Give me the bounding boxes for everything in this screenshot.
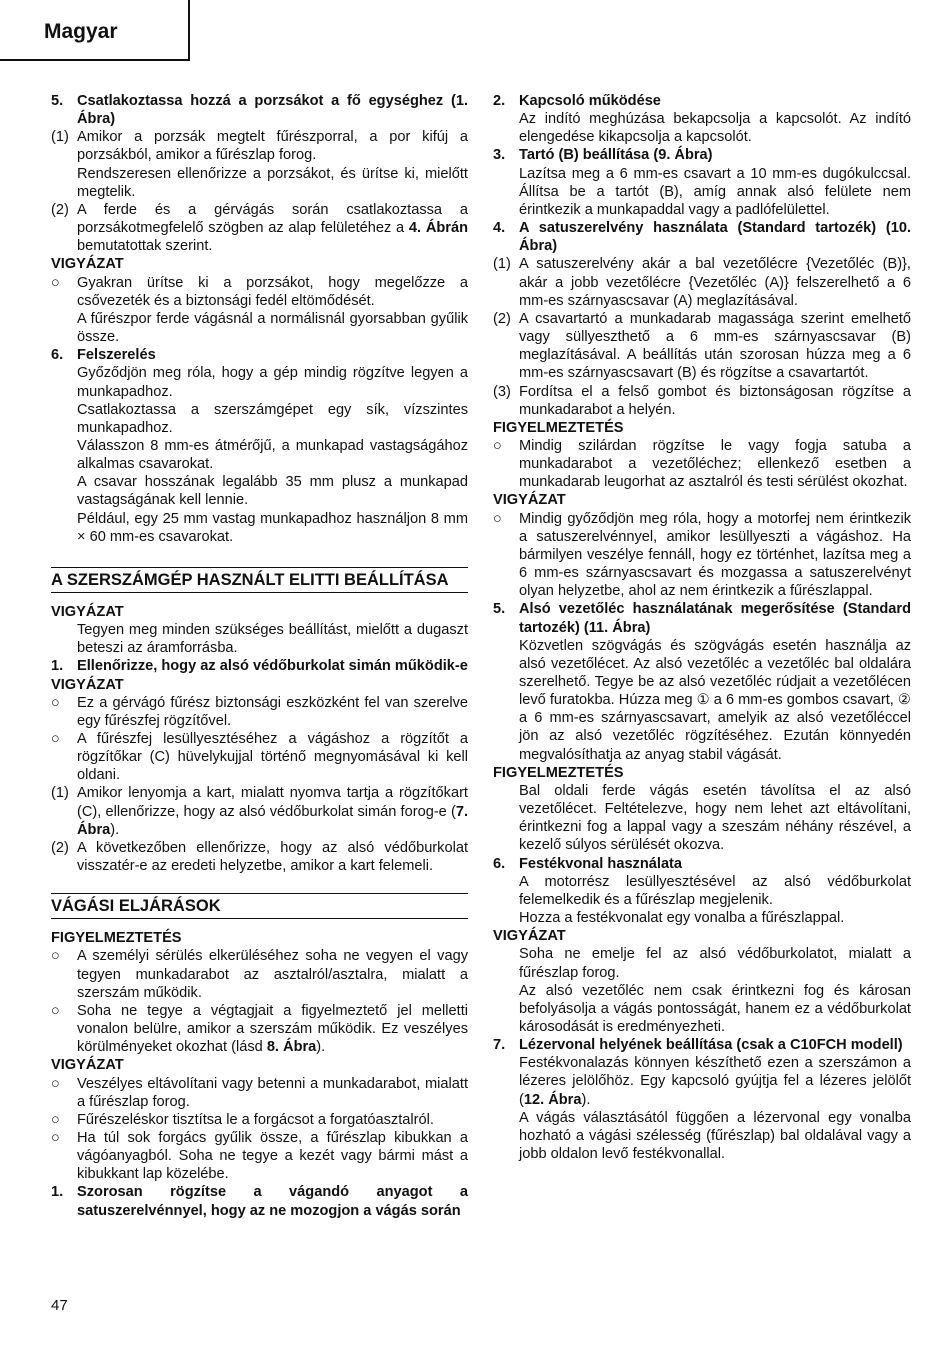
- list-item: ○ Ez a gérvágó fűrész biztonsági eszközként fel van szerelve egy fűrészfej rögzítővel.: [51, 694, 468, 729]
- circled-number-1: ①: [696, 692, 710, 709]
- bullet-icon: ○: [51, 1111, 60, 1128]
- list-item: 4. A satuszerelvény használata (Standard tartozék) (10. Ábra): [493, 220, 911, 255]
- list-item: 3. Tartó (B) beállítása (9. Ábra): [493, 146, 911, 164]
- paragraph: Tegyen meg minden szükséges beállítást, mielőtt a dugaszt beteszi az áramforrásba.: [77, 622, 468, 657]
- left-column: [51, 92, 468, 1220]
- list-item: (2) A csavartartó a munkadarab magassága szerint emelhető vagy süllyeszthető a 6 mm-es szárnyascsavar (B) meglazításával. A beállítás után szorosan húzza meg a 6 mm-es szárnyascsavart (B) és rögzítse a csavartartót.: [493, 310, 911, 382]
- list-item: 2. Kapcsoló működése: [493, 92, 911, 110]
- list-item: (3) Fordítsa el a felső gombot és biztonságosan rögzítse a munkadarabot a helyén.: [493, 383, 911, 418]
- list-item: (2) A ferde és a gérvágás során csatlakoztassa a porzsákotmegfelelő szögben az alap felületéhez a 4. Ábrán bemutatottak szerint.: [51, 201, 469, 255]
- warning-label: FIGYELMEZTETÉS: [51, 930, 182, 947]
- caution-label: VIGYÁZAT: [51, 676, 124, 693]
- paragraph: Győződjön meg róla, hogy a gép mindig rögzítve legyen a munkapadhoz.: [77, 365, 468, 400]
- paragraph: A fűrészpor ferde vágásnál a normálisnál gyorsabban gyűlik össze.: [77, 310, 468, 346]
- caution-label: VIGYÁZAT: [51, 1057, 124, 1074]
- section-heading: A SZERSZÁMGÉP HASZNÁLT ELITTI BEÁLLÍTÁSA: [51, 567, 468, 593]
- item-heading: A satuszerelvény használata (Standard tartozék) (10. Ábra): [519, 220, 911, 255]
- item-heading: Festékvonal használata: [519, 855, 683, 872]
- item-heading: Szorosan rögzítse a vágandó anyagot a satuszerelvénnyel, hogy az ne mozogjon a vágás során: [77, 1184, 468, 1219]
- item-heading: Tartó (B) beállítása (9. Ábra): [519, 147, 713, 164]
- item-heading: Alsó vezetőléc használatának megerősítése (Standard tartozék) (11. Ábra): [519, 601, 911, 636]
- bullet-icon: ○: [51, 1075, 60, 1092]
- paragraph: Rendszeresen ellenőrizze a porzsákot, és ürítse ki, mielőtt megtelik.: [77, 165, 468, 200]
- list-item: ○ Mindig győződjön meg róla, hogy a motorfej nem érintkezik a satuszerelvénnyel, amikor lesüllyeszti a vágáshoz. Ha bármilyen veszélye fennáll, hogy ez történhet, lazítsa meg a 6 mm-es szárnyascsavart és mozgassa a satuszerelvényt olyan helyzetbe, ahol az nem érintkezik a fűrészlappal.: [493, 510, 911, 600]
- caution-label: VIGYÁZAT: [51, 603, 124, 620]
- circled-number-2: ②: [897, 692, 912, 709]
- item-heading: Csatlakoztassa hozzá a porzsákot a fő egységhez (1. Ábra): [77, 93, 468, 128]
- bullet-icon: ○: [51, 694, 60, 711]
- paragraph: Például, egy 25 mm vastag munkapadhoz használjon 8 mm × 60 mm-es csavarokat.: [77, 510, 468, 545]
- paragraph: Csatlakoztassa a szerszámgépet egy sík, vízszintes munkapadhoz.: [77, 401, 468, 436]
- paragraph: Soha ne emelje fel az alsó védőburkolatot, mialatt a fűrészlap forog.: [519, 946, 911, 981]
- list-item: ○ A fűrészfej lesüllyesztéséhez a vágáshoz a rögzítőt a rögzítőkar (C) hüvelykujjal történő megnyomásával ki kell oldani.: [51, 731, 468, 784]
- paragraph: Hozza a festékvonalat egy vonalba a fűrészlappal.: [519, 910, 845, 927]
- paragraph: A csavar hosszának legalább 35 mm plusz a munkapad vastagságának kell lennie.: [77, 474, 468, 509]
- paragraph: Válasszon 8 mm-es átmérőjű, a munkapad vastagságához alkalmas csavarokat.: [77, 437, 468, 473]
- page-number: 47: [51, 1297, 68, 1314]
- list-item: ○ Soha ne tegye a végtagjait a figyelmeztető jel melletti vonalon belülre, amikor a szerszám működik. Ez veszélyes körülményeket okozhat (lásd 8. Ábra).: [51, 1002, 468, 1056]
- list-item: 5. Csatlakoztassa hozzá a porzsákot a fő egységhez (1. Ábra): [51, 93, 468, 128]
- list-item: ○ Veszélyes eltávolítani vagy betenni a munkadarabot, mialatt a fűrészlap forog.: [51, 1075, 468, 1110]
- bullet-icon: ○: [493, 510, 502, 527]
- warning-label: FIGYELMEZTETÉS: [493, 419, 624, 436]
- warning-label: FIGYELMEZTETÉS: [493, 764, 624, 781]
- language-tab: [0, 0, 190, 61]
- caution-label: VIGYÁZAT: [493, 928, 566, 945]
- bullet-icon: ○: [51, 731, 60, 747]
- section-heading: VÁGÁSI ELJÁRÁSOK: [51, 893, 468, 919]
- bullet-icon: ○: [51, 274, 60, 291]
- list-item: 5. Alsó vezetőléc használatának megerősítése (Standard tartozék) (11. Ábra): [493, 601, 911, 636]
- list-item: (2) A következőben ellenőrizze, hogy az alsó védőburkolat visszatér-e az eredeti helyzetbe, amikor a kart felemeli.: [51, 839, 468, 875]
- list-item: ○ Fűrészeléskor tisztítsa le a forgácsot a forgatóasztalról.: [51, 1111, 434, 1128]
- paragraph: Festékvonalazás könnyen készíthető ezen a szerszámon a lézeres jelölőhöz. Egy kapcsoló gyújtja fel a lézeres jelölőt (12. Ábra).: [519, 1055, 911, 1108]
- list-item: ○ Ha túl sok forgács gyűlik össze, a fűrészlap kibukkan a vágóanyagból. Soha ne tegye a kezét vagy bármi mást a kibukkant lap közelébe.: [51, 1129, 468, 1183]
- paragraph: Bal oldali ferde vágás esetén távolítsa el az alsó vezetőlécet. Feltételezve, hogy nem lehet azt eltávolítani, érintkezni fog a lappal vagy a szeszám néhány részével, a kezelő súlyos sérülését okozva.: [519, 782, 911, 854]
- list-item: 6. Felszerelés: [51, 346, 468, 364]
- language-label: Magyar: [44, 20, 118, 43]
- item-heading: Kapcsoló működése: [519, 93, 661, 109]
- bullet-icon: ○: [493, 437, 502, 454]
- list-item: ○ Gyakran ürítse ki a porzsákot, hogy megelőzze a csővezeték és a biztonsági fedél eltömődését.: [51, 274, 468, 309]
- bullet-icon: ○: [51, 1129, 60, 1146]
- list-item: 6. Festékvonal használata: [493, 855, 911, 873]
- list-item: ○ Mindig szilárdan rögzítse le vagy fogja satuba a munkadarabot a vezetőléchez; ellenkező esetben a munkadarab leugorhat az asztalról és testi sérülést okozhat.: [493, 437, 911, 491]
- right-column: [493, 92, 911, 1163]
- item-heading: Felszerelés: [77, 347, 156, 364]
- caution-label: VIGYÁZAT: [493, 492, 566, 509]
- list-item: 1. Szorosan rögzítse a vágandó anyagot a satuszerelvénnyel, hogy az ne mozogjon a vágás során: [51, 1184, 468, 1219]
- list-item: (1) Amikor lenyomja a kart, mialatt nyomva tartja a rögzítőkart (C), ellenőrizze, hogy az alsó védőburkolat simán forog-e (7. Ábra).: [51, 785, 468, 838]
- paragraph: Az indító meghúzása bekapcsolja a kapcsolót. Az indító elengedése kikapcsolja a kapcsolót.: [519, 111, 911, 146]
- list-item: ○ A személyi sérülés elkerüléséhez soha ne vegyen el vagy tegyen munkadarabot az asztalról/asztalra, mialatt a szerszám működik.: [51, 948, 468, 1001]
- bullet-icon: ○: [51, 1002, 60, 1019]
- paragraph: Közvetlen szögvágás és szögvágás esetén használja az alsó vezetőlécet. Az alsó vezetőléc a vezetőléc bal oldalára szerelhető. Tegye be az alsó vezetőléc rúdjait a vezetőlécen levő furatokba. Húzza meg ① a 6 mm-es gombos csavart, ② a 6 mm-es szárnyascsavart, amelyik az alsó vezetőléccel jön az alsó vezetőléc rögzítéséhez. Ezután könnyedén megvalósíthatja az anyag stabil vágását.: [519, 637, 912, 763]
- item-heading: Lézervonal helyének beállítása (csak a C10FCH modell): [519, 1037, 903, 1054]
- paragraph: Lazítsa meg a 6 mm-es csavart a 10 mm-es dugókulccsal. Állítsa be a tartót (B), amíg annak alsó felülete nem érintkezik a munkapaddal vagy a padlófelülettel.: [519, 165, 911, 218]
- list-item: 1. Ellenőrizze, hogy az alsó védőburkolat simán működik-e: [51, 658, 468, 675]
- list-item: (1) Amikor a porzsák megtelt fűrészporral, a por kifúj a porzsákból, amikor a fűrészlap forog.: [51, 129, 468, 164]
- paragraph: A vágás választásától függően a lézervonal egy vonalba hozható a vágási szélesség (fűrészlap) bal oldalával vagy a jobb oldalon levő festékvonallal.: [519, 1109, 911, 1163]
- caution-label: VIGYÁZAT: [51, 256, 124, 273]
- paragraph: A motorrész lesüllyesztésével az alsó védőburkolat felemelkedik és a fűrészlap megjelenik.: [519, 873, 911, 908]
- paragraph: Az alsó vezetőléc nem csak érintkezni fog és károsan befolyásolja a vágás pontosságát, hanem ez a védőburkolat károsodását is eredményezheti.: [519, 982, 911, 1035]
- list-item: (1) A satuszerelvény akár a bal vezetőlécre {Vezetőléc (B)}, akár a jobb vezetőlécre {Vezetőléc (A)} felszerelhető a 6 mm-es szárnyascsavar (A) meglazításával.: [493, 256, 911, 309]
- item-heading: Ellenőrizze, hogy az alsó védőburkolat simán működik-e: [77, 658, 468, 675]
- bullet-icon: ○: [51, 948, 60, 965]
- list-item: 7. Lézervonal helyének beállítása (csak a C10FCH modell): [493, 1036, 911, 1054]
